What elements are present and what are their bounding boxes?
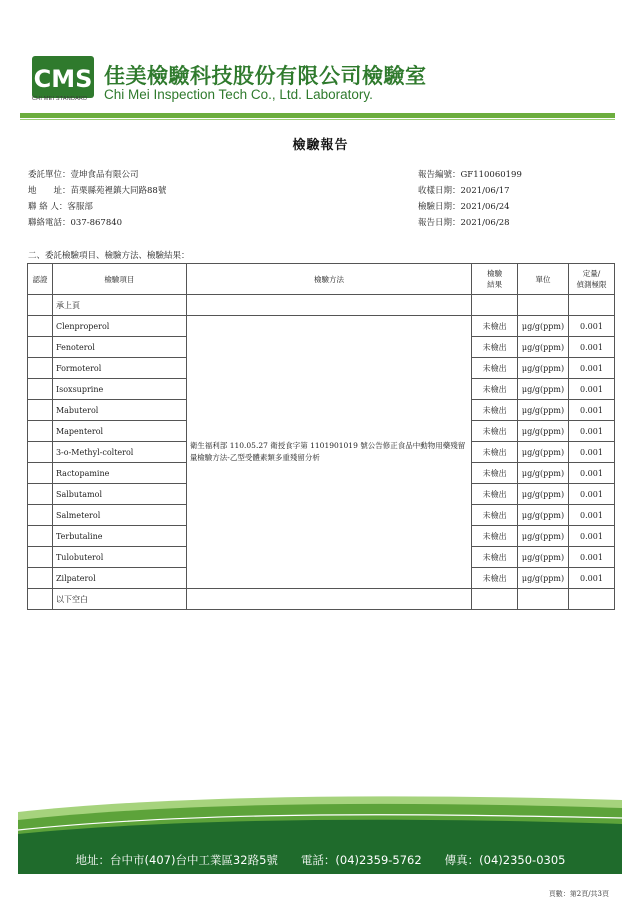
result-cell: 未檢出 (472, 547, 518, 568)
unit-cell: μg/g(ppm) (518, 316, 569, 337)
footer-contact: 地址：台中市(407)台中工業區32路5號 電話：(04)2359-5762 傳真：(04)2350-0305 (75, 853, 566, 867)
continued-label: 承上頁 (52, 295, 186, 316)
result-cell: 未檢出 (472, 442, 518, 463)
item-cell: Ractopamine (52, 463, 186, 484)
unit-cell: μg/g(ppm) (518, 526, 569, 547)
unit-cell: μg/g(ppm) (518, 442, 569, 463)
result-cell: 未檢出 (472, 484, 518, 505)
limit-cell: 0.001 (569, 526, 615, 547)
section-title: 二、委託檢驗項目、檢驗方法、檢驗結果： (28, 251, 190, 261)
item-cell: 3-o-Methyl-colterol (52, 442, 186, 463)
received-date: 2021/06/17 (460, 186, 510, 196)
limit-cell: 0.001 (569, 442, 615, 463)
item-cell: Salmeterol (52, 505, 186, 526)
header-limit-line2: 偵測極限 (576, 280, 607, 289)
limit-cell: 0.001 (569, 379, 615, 400)
table-row-blank (28, 589, 615, 610)
table-header-row (28, 264, 615, 295)
client-address: 苗栗縣苑裡鎮大同路88號 (70, 186, 167, 196)
result-cell: 未檢出 (472, 421, 518, 442)
unit-cell: μg/g(ppm) (518, 547, 569, 568)
item-cell: Fenoterol (52, 337, 186, 358)
logo-text: CMS (33, 65, 93, 93)
result-cell: 未檢出 (472, 316, 518, 337)
limit-cell: 0.001 (569, 316, 615, 337)
header-method: 檢驗方法 (186, 264, 471, 295)
header-result (472, 264, 518, 295)
unit-cell: μg/g(ppm) (518, 505, 569, 526)
tested-date: 2021/06/24 (460, 202, 510, 212)
report-title: 檢驗報告 (292, 138, 349, 153)
header-result-line2: 結果 (487, 280, 503, 289)
report-date: 2021/06/28 (460, 218, 510, 228)
result-cell: 未檢出 (472, 505, 518, 526)
limit-cell: 0.001 (569, 484, 615, 505)
header-accreditation: 認證 (28, 264, 53, 295)
received-date-row (418, 184, 510, 196)
report-number-row (418, 168, 522, 180)
client-address-label: 地 址： (28, 186, 71, 196)
results-table (27, 263, 615, 610)
client-phone: 037-867840 (70, 218, 123, 228)
received-date-label: 收樣日期： (418, 186, 461, 196)
limit-cell: 0.001 (569, 547, 615, 568)
company-name-en: Chi Mei Inspection Tech Co., Ltd. Laboratory. (104, 87, 373, 102)
result-cell: 未檢出 (472, 358, 518, 379)
client-address-row (28, 184, 166, 196)
client-contact: 客服部 (67, 202, 93, 212)
header-result-line1: 檢驗 (487, 269, 503, 278)
unit-cell: μg/g(ppm) (518, 337, 569, 358)
header-limit (569, 264, 615, 295)
table-row (28, 316, 615, 337)
unit-cell: μg/g(ppm) (518, 379, 569, 400)
result-cell: 未檢出 (472, 337, 518, 358)
report-number: GF110060199 (460, 170, 522, 180)
company-name-zh: 佳美檢驗科技股份有限公司檢驗室 (104, 64, 427, 88)
limit-cell: 0.001 (569, 337, 615, 358)
limit-cell: 0.001 (569, 568, 615, 589)
limit-cell: 0.001 (569, 463, 615, 484)
unit-cell: μg/g(ppm) (518, 358, 569, 379)
client-phone-row (28, 216, 122, 228)
page-number: 頁數：第2頁/共3頁 (548, 890, 609, 898)
result-cell: 未檢出 (472, 400, 518, 421)
item-cell: Tulobuterol (52, 547, 186, 568)
report-number-label: 報告編號： (418, 170, 461, 180)
result-cell: 未檢出 (472, 463, 518, 484)
result-cell: 未檢出 (472, 379, 518, 400)
report-date-label: 報告日期： (418, 218, 461, 228)
client-contact-row (28, 200, 93, 212)
client-unit: 壹坤食品有限公司 (70, 170, 139, 180)
result-cell: 未檢出 (472, 568, 518, 589)
tested-date-row (418, 200, 510, 212)
client-phone-label: 聯絡電話： (28, 218, 71, 228)
item-cell: Mabuterol (52, 400, 186, 421)
item-cell: Formoterol (52, 358, 186, 379)
header-item: 檢驗項目 (52, 264, 186, 295)
item-cell: Zilpaterol (52, 568, 186, 589)
result-cell: 未檢出 (472, 526, 518, 547)
client-contact-label: 聯 絡 人： (28, 202, 68, 212)
header-divider (20, 113, 615, 118)
blank-label: 以下空白 (52, 589, 186, 610)
logo-subtitle: CHI MEI STANDARD (32, 96, 88, 102)
limit-cell: 0.001 (569, 505, 615, 526)
limit-cell: 0.001 (569, 400, 615, 421)
unit-cell: μg/g(ppm) (518, 484, 569, 505)
item-cell: Salbutamol (52, 484, 186, 505)
item-cell: Clenproperol (52, 316, 186, 337)
header-unit: 單位 (518, 264, 569, 295)
unit-cell: μg/g(ppm) (518, 400, 569, 421)
item-cell: Mapenterol (52, 421, 186, 442)
report-date-row (418, 216, 510, 228)
table-row-continued (28, 295, 615, 316)
limit-cell: 0.001 (569, 358, 615, 379)
header-limit-line1: 定量/ (582, 269, 601, 278)
header-divider-thin (20, 119, 615, 120)
item-cell: Terbutaline (52, 526, 186, 547)
item-cell: Isoxsuprine (52, 379, 186, 400)
cms-logo (32, 56, 94, 98)
unit-cell: μg/g(ppm) (518, 421, 569, 442)
client-unit-label: 委託單位： (28, 170, 71, 180)
method-cell: 衛生福利部 110.05.27 衛授食字第 1101901019 號公告修正食品中動物用藥殘留量檢驗方法-乙型受體素類多重殘留分析 (186, 316, 471, 589)
limit-cell: 0.001 (569, 421, 615, 442)
tested-date-label: 檢驗日期： (418, 202, 461, 212)
unit-cell: μg/g(ppm) (518, 568, 569, 589)
unit-cell: μg/g(ppm) (518, 463, 569, 484)
client-unit-row (28, 168, 139, 180)
